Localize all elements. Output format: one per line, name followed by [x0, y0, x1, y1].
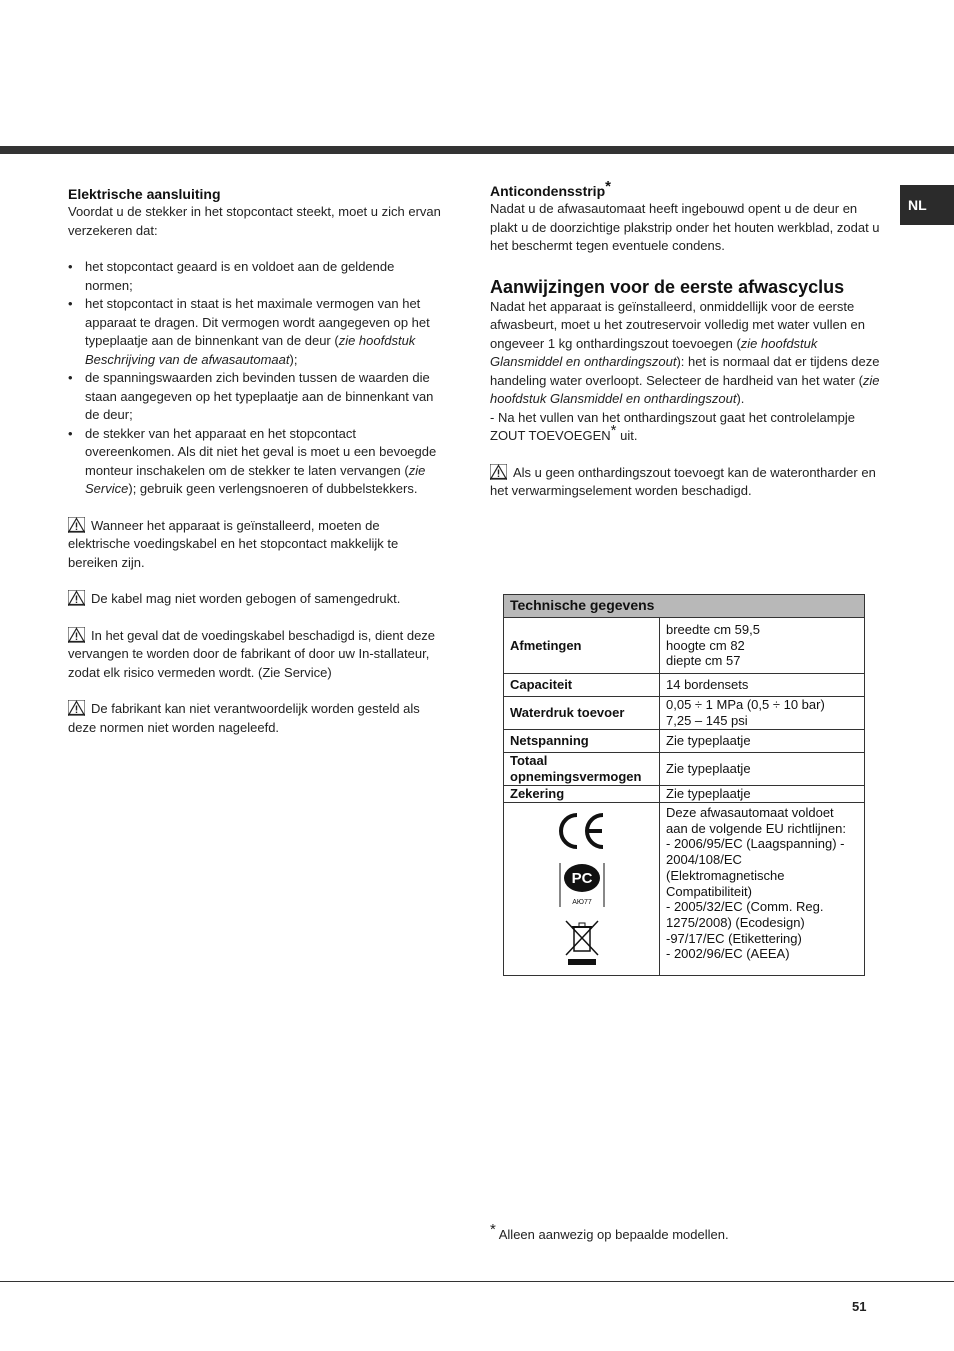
anticondensation-text: Nadat u de afwasautomaat heeft ingebouwd opent u de deur en plakt u de doorzichtige plakstrip onder het houten werkblad, zodat u het beschermt tegen eventuele condens.: [490, 201, 880, 253]
ce-mark-icon: [557, 811, 607, 851]
anticondensation-heading: Anticondensstrip*: [490, 178, 611, 199]
warning-paragraph: De fabrikant kan niet verantwoordelijk worden gesteld als deze normen niet worden nageleefd.: [68, 701, 420, 735]
weee-crossed-bin-icon: [564, 919, 600, 967]
row-label: Capaciteit: [504, 674, 660, 697]
language-tab: NL: [900, 185, 954, 225]
table-row: [504, 753, 865, 786]
table-row: [504, 674, 865, 697]
list-item: • de spanningswaarden zich bevinden tussen de waarden die staan aangegeven op het typeplaatje aan de binnenkant van de deur;: [68, 369, 444, 425]
compliance-text: Deze afwasautomaat voldoet aan de volgende EU richtlijnen: - 2006/95/EC (Laagspanning) - 2004/108/EC (Elektromagnetische Compatibiliteit) - 2005/32/EC (Comm. Reg. 1275/2008) (Ecodesign) -97/17/EC (Etikettering) - 2002/96/EC (AEEA): [660, 803, 865, 976]
requirements-list: [68, 258, 444, 499]
warning-paragraph: De kabel mag niet worden gebogen of samengedrukt.: [68, 590, 444, 609]
table-row: [504, 618, 865, 674]
salt-lamp-note: - Na het vullen van het onthardingszout gaat het controlelampje ZOUT TOEVOEGEN* uit.: [490, 409, 855, 443]
row-label: Afmetingen: [504, 618, 660, 674]
table-row: [504, 786, 865, 803]
first-cycle-text: Nadat het apparaat is geïnstalleerd, onmiddellijk voor de eerste afwasbeurt, moet u het zoutreservoir volledig met water vullen en ongeveer 1 kg onthardingszout toevoegen (zie hoofdstuk Glansmiddel en onthardingszout): het is normaal dat er tijdens deze handeling water overloopt. Selecteer de hardheid van het water (zie hoofdstuk Glansmiddel en onthardingszout).: [490, 298, 880, 406]
row-value: Zie typeplaatje: [660, 730, 865, 753]
row-value: Zie typeplaatje: [660, 753, 865, 786]
electrical-connection-heading: Elektrische aansluiting: [68, 186, 221, 202]
table-row: [504, 803, 865, 976]
row-value: 0,05 ÷ 1 MPa (0,5 ÷ 10 bar) 7,25 – 145 psi: [660, 697, 865, 730]
table-row: [504, 730, 865, 753]
warning-triangle-icon: [68, 517, 85, 533]
row-label: Waterdruk toevoer: [504, 697, 660, 730]
technical-data-table: [503, 594, 865, 976]
list-item: • het stopcontact in staat is het maximale vermogen van het apparaat te dragen. Dit vermogen wordt aangegeven op het typeplaatje aan de binnenkant van de deur (zie hoofdstuk Beschrijving van de afwasautomaat);: [68, 295, 444, 369]
page-number: 51: [852, 1299, 867, 1314]
warning-triangle-icon: [68, 700, 85, 716]
row-value: breedte cm 59,5 hoogte cm 82 diepte cm 57: [660, 618, 865, 674]
right-column: [490, 178, 885, 501]
left-column: [68, 185, 444, 737]
first-cycle-heading: Aanwijzingen voor de eerste afwascyclus: [490, 276, 845, 297]
top-rule: [0, 146, 954, 154]
warning-triangle-icon: [68, 590, 85, 606]
row-value: Zie typeplaatje: [660, 786, 865, 803]
row-label: Zekering: [504, 786, 660, 803]
warning-paragraph: Als u geen onthardingszout toevoegt kan de waterontharder en het verwarmingselement worden beschadigd.: [490, 464, 876, 498]
row-label: Netspanning: [504, 730, 660, 753]
svg-text:PC: PC: [571, 870, 592, 887]
warning-paragraph: In het geval dat de voedingskabel beschadigd is, dient deze vervangen te worden door de fabrikant of door uw In-stallateur, zodat elk risico vermeden wordt. (Zie Service): [68, 627, 436, 680]
warning-triangle-icon: [68, 627, 85, 643]
row-value: 14 bordensets: [660, 674, 865, 697]
warning-paragraph: Wanneer het apparaat is geïnstalleerd, moeten de elektrische voedingskabel en het stopcontact makkelijk te bereiken zijn.: [68, 517, 399, 570]
gost-mark-icon: [558, 861, 606, 909]
certification-marks: [504, 803, 660, 976]
list-item: • het stopcontact geaard is en voldoet aan de geldende normen;: [68, 258, 444, 295]
list-item: • de stekker van het apparaat en het stopcontact overeenkomen. Als dit niet het geval is moet u een bevoegde monteur inschakelen om de stekker te laten vervangen (zie Service); gebruik geen verlengsnoeren of dubbelstekkers.: [68, 425, 444, 499]
electrical-intro: Voordat u de stekker in het stopcontact steekt, moet u zich ervan verzekeren dat:: [68, 204, 441, 238]
svg-text:АЮ77: АЮ77: [571, 899, 592, 906]
table-row: [504, 697, 865, 730]
warning-triangle-icon: [490, 464, 507, 480]
bottom-rule: [0, 1281, 954, 1282]
footnote: * Alleen aanwezig op bepaalde modellen.: [490, 1221, 729, 1242]
row-label: Totaal opnemingsvermogen: [504, 753, 660, 786]
table-title: Technische gegevens: [504, 595, 865, 618]
